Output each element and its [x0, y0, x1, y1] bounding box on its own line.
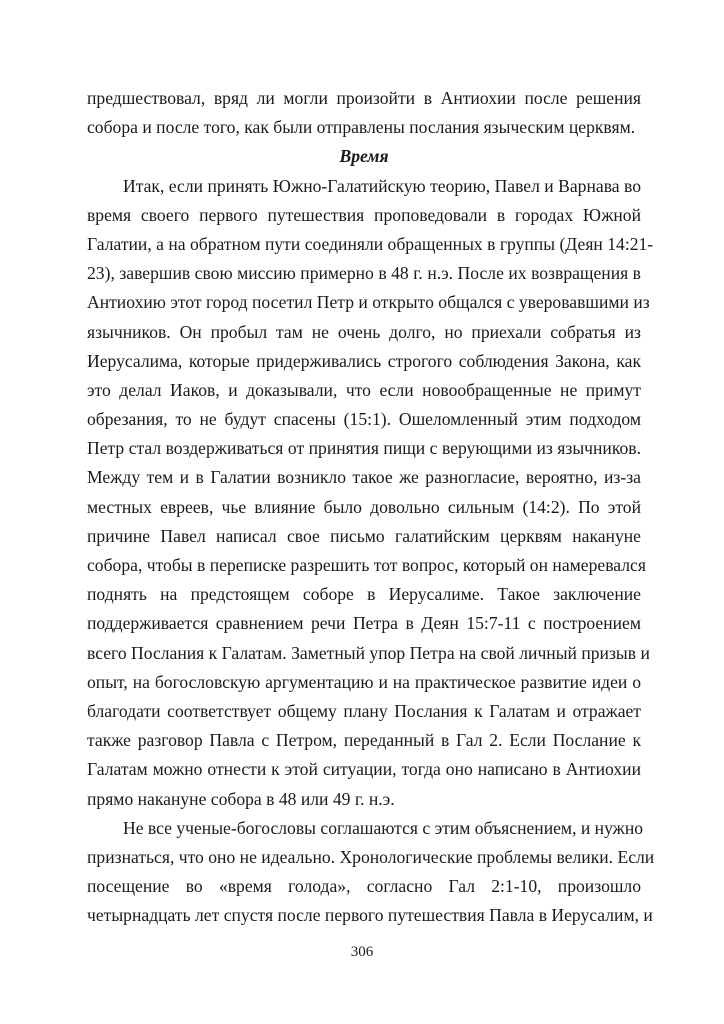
text-line: также разговор Павла с Петром, переданный в Гал 2. Если Послание к: [87, 730, 641, 751]
text-line: всего Послания к Галатам. Заметный упор Петра на свой личный призыв и: [87, 642, 650, 663]
text-line: 23), завершив свою миссию примерно в 48 г. н.э. После их возвращения в: [87, 263, 641, 284]
text-line: это делал Иаков, и доказывали, что если новообращенные не примут: [87, 379, 641, 400]
text-line: Галатии, а на обратном пути соединяли обращенных в группы (Деян 14:21-: [87, 233, 654, 254]
text-line: обрезания, то не будут спасены (15:1). Ошеломленный этим подходом: [87, 409, 641, 430]
text-line: время своего первого путешествия проповедовали в городах Южной: [87, 204, 641, 225]
text-line: собора и после того, как были отправлены послания языческим церквям.: [87, 117, 636, 138]
text-line: поддерживается сравнением речи Петра в Деян 15:7-11 с построением: [87, 613, 641, 634]
body-text: [87, 84, 655, 930]
text-line: признаться, что оно не идеально. Хронологические проблемы велики. Если: [87, 846, 655, 867]
text-line: прямо накануне собора в 48 или 49 г. н.э.: [87, 788, 395, 809]
page-number: 306: [350, 944, 374, 960]
text-line: Галатам можно отнести к этой ситуации, тогда оно написано в Антиохии: [87, 759, 641, 780]
text-line: поднять на предстоящем соборе в Иерусалиме. Такое заключение: [87, 584, 641, 605]
text-line: Между тем и в Галатии возникло такое же разногласие, вероятно, из-за: [87, 467, 641, 488]
text-line: опыт, на богословскую аргументацию и на практическое развитие идеи о: [87, 671, 641, 692]
text-line: Итак, если принять Южно-Галатийскую теорию, Павел и Варнава во: [123, 175, 641, 196]
section-heading: Время: [339, 146, 389, 167]
text-line: Не все ученые-богословы соглашаются с этим объяснением, и нужно: [123, 817, 644, 838]
text-line: Антиохию этот город посетил Петр и открыто общался с уверовавшими из: [87, 292, 650, 313]
text-line: местных евреев, чье влияние было довольно сильным (14:2). По этой: [87, 496, 641, 517]
text-line: Иерусалима, которые придерживались строгого соблюдения Закона, как: [87, 350, 641, 371]
text-line: Петр стал воздерживаться от принятия пищи с верующими из язычников.: [87, 438, 641, 459]
text-line: благодати соответствует общему плану Послания к Галатам и отражает: [87, 700, 641, 721]
text-line: посещение во «время голода», согласно Гал 2:1-10, произошло: [87, 876, 641, 897]
text-line: причине Павел написал свое письмо галатийским церквям накануне: [87, 525, 641, 546]
text-line: язычников. Он пробыл там не очень долго, но приехали собратья из: [87, 321, 641, 342]
text-line: собора, чтобы в переписке разрешить тот вопрос, который он намеревался: [87, 555, 646, 575]
text-line: четырнадцать лет спустя после первого путешествия Павла в Иерусалим, и: [87, 905, 653, 926]
text-line: предшествовал, вряд ли могли произойти в Антиохии после решения: [87, 88, 641, 108]
